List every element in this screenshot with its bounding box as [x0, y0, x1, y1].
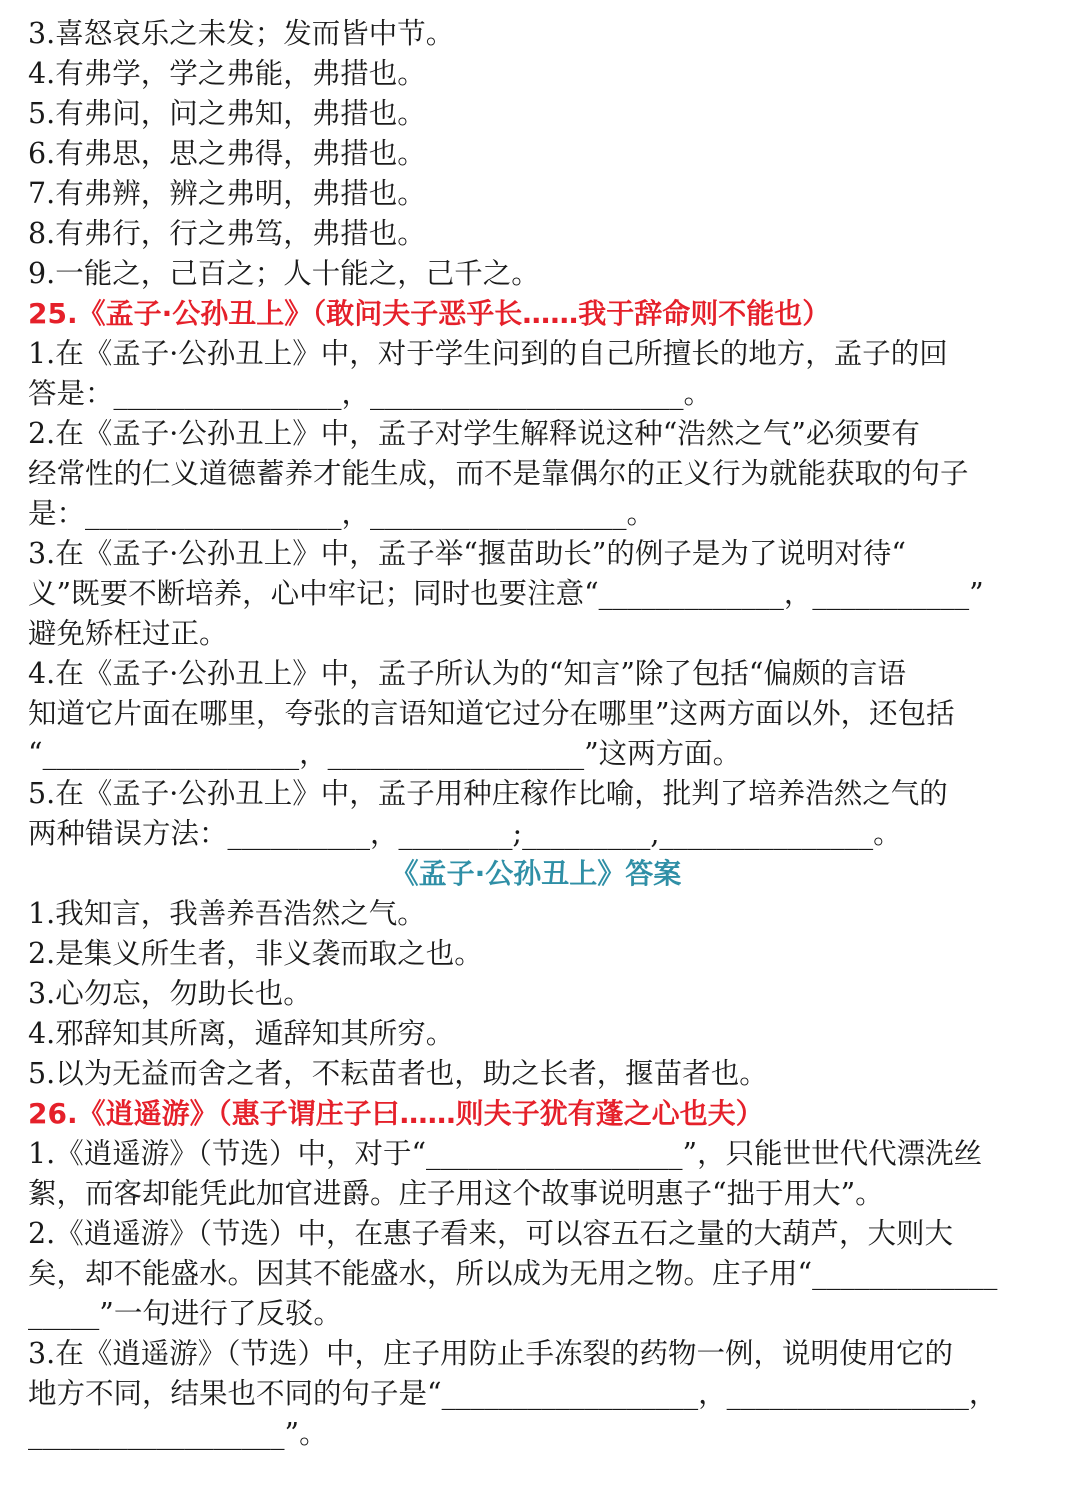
- text-line: 答是：________________，______________________。: [28, 377, 713, 410]
- text-line: 义”既要不断培养，心中牢记；同时也要注意“_____________，___________”: [28, 577, 984, 610]
- text-line: __________________”。: [28, 1417, 328, 1450]
- text-line: 1.《逍遥游》（节选）中，对于“__________________”，只能世世代代漂洗丝: [28, 1137, 983, 1170]
- answer-heading: 《孟子·公孙丑上》答案: [390, 857, 682, 890]
- text-line: 5.以为无益而舍之者，不耘苗者也，助之长者，揠苗者也。: [28, 1057, 768, 1090]
- text-line: 2.是集义所生者，非义袭而取之也。: [28, 937, 483, 970]
- text-line: 1.我知言，我善养吾浩然之气。: [28, 897, 426, 930]
- text-line: 7.有弗辨，辨之弗明，弗措也。: [28, 177, 426, 210]
- text-line: 6.有弗思，思之弗得，弗措也。: [28, 137, 426, 170]
- text-line: 3.心勿忘，勿助长也。: [28, 977, 312, 1010]
- text-line: 矣，却不能盛水。因其不能盛水，所以成为无用之物。庄子用“_____________: [28, 1257, 998, 1290]
- text-line: 4.邪辞知其所离，遁辞知其所穷。: [28, 1017, 455, 1050]
- text-line: 絮，而客却能凭此加官进爵。庄子用这个故事说明惠子“拙于用大”。: [28, 1177, 884, 1210]
- section-heading: 25.《孟子·公孙丑上》（敢问夫子恶乎长……我于辞命则不能也）: [28, 297, 831, 330]
- section-heading: 26.《逍遥游》（惠子谓庄子曰……则夫子犹有蓬之心也夫）: [28, 1097, 764, 1130]
- text-line: 5.有弗问，问之弗知，弗措也。: [28, 97, 426, 130]
- text-line: 地方不同，结果也不同的句子是“__________________，_________________，: [28, 1377, 998, 1410]
- text-line: 3.在《逍遥游》（节选）中，庄子用防止手冻裂的药物一例，说明使用它的: [28, 1337, 953, 1370]
- document-body: [28, 14, 1054, 1454]
- text-line: 9.一能之，己百之；人十能之，己千之。: [28, 257, 540, 290]
- text-line: 经常性的仁义道德蓄养才能生成，而不是靠偶尔的正义行为就能获取的句子: [28, 457, 969, 490]
- text-line: 1.在《孟子·公孙丑上》中，对于学生问到的自己所擅长的地方，孟子的回: [28, 337, 948, 370]
- text-line: 3.在《孟子·公孙丑上》中，孟子举“揠苗助长”的例子是为了说明对待“: [28, 537, 906, 570]
- text-line: “__________________，__________________”这两方面。: [28, 737, 742, 770]
- text-line: 2.《逍遥游》（节选）中，在惠子看来，可以容五石之量的大葫芦，大则大: [28, 1217, 953, 1250]
- text-line: 4.有弗学，学之弗能，弗措也。: [28, 57, 426, 90]
- text-line: 5.在《孟子·公孙丑上》中，孟子用种庄稼作比喻，批判了培养浩然之气的: [28, 777, 948, 810]
- text-line: 8.有弗行，行之弗笃，弗措也。: [28, 217, 426, 250]
- text-line: _____”一句进行了反驳。: [28, 1297, 342, 1330]
- text-line: 避免矫枉过正。: [28, 617, 228, 650]
- text-line: 2.在《孟子·公孙丑上》中，孟子对学生解释说这种“浩然之气”必须要有: [28, 417, 920, 450]
- text-line: 知道它片面在哪里，夸张的言语知道它过分在哪里”这两方面以外，还包括: [28, 697, 955, 730]
- text-line: 3.喜怒哀乐之未发；发而皆中节。: [28, 17, 455, 50]
- text-line: 是：__________________，__________________。: [28, 497, 656, 530]
- text-line: 两种错误方法：__________，________;_________,_______________。: [28, 817, 902, 850]
- text-line: 4.在《孟子·公孙丑上》中，孟子所认为的“知言”除了包括“偏颇的言语: [28, 657, 906, 690]
